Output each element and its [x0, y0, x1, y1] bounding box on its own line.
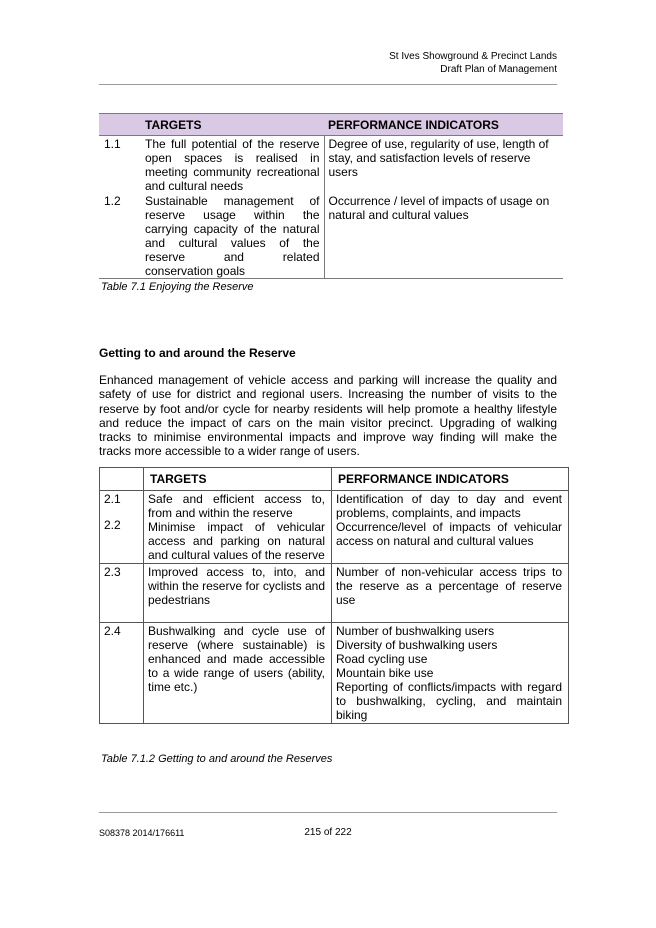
row-target: Minimise impact of vehicular access and parking on natural and cultural values of the reserve: [148, 520, 325, 562]
table-header-targets: TARGETS: [141, 114, 324, 136]
row-number-cell: [100, 491, 144, 564]
header-rule: [99, 84, 557, 85]
section-paragraph: Enhanced management of vehicle access and parking will increase the quality and safety of use for district and regional users. Increasing the number of visits to the reserve by foot and/or cycle for nearby residents will help promote a healthy lifestyle and reduce the impact of cars on the main visitor precinct. Upgrading of walking tracks to minimise environmental impacts and improve way finding will make the tracks more accessible to a wider range of users.: [99, 373, 557, 459]
row-indicator: Identification of day to day and event problems, complaints, and impacts: [336, 492, 562, 520]
table-header-indicators: PERFORMANCE INDICATORS: [332, 468, 569, 491]
row-indicator-list: [332, 623, 569, 724]
table-row: [100, 564, 569, 623]
row-number: 1.2: [99, 193, 141, 279]
header-title: St Ives Showground & Precinct Lands: [389, 51, 557, 62]
table-row: [100, 623, 569, 724]
row-target: Safe and efficient access to, from and within the reserve: [148, 492, 325, 520]
table-caption: Table 7.1.2 Getting to and around the Reserves: [101, 753, 333, 765]
indicator-item: Diversity of bushwalking users: [336, 638, 498, 652]
row-number: 2.3: [100, 564, 144, 623]
table-header-num: [100, 468, 144, 491]
section-heading: Getting to and around the Reserve: [99, 346, 296, 360]
table-header-targets: TARGETS: [144, 468, 332, 491]
row-target: Bushwalking and cycle use of reserve (where sustainable) is enhanced and made accessible to a wide range of users (ability, time etc.): [144, 623, 332, 724]
row-number: 2.1: [104, 492, 121, 506]
row-indicator: Occurrence / level of impacts of usage on natural and cultural values: [324, 193, 563, 279]
row-target: The full potential of the reserve open spaces is realised in meeting community recreational and cultural needs: [141, 136, 324, 194]
row-indicator-cell: [332, 491, 569, 564]
indicator-item: Number of bushwalking users: [336, 624, 495, 638]
row-number: 2.2: [104, 518, 121, 532]
header-subtitle: Draft Plan of Management: [440, 64, 557, 75]
indicator-item: Mountain bike use: [336, 666, 434, 680]
indicator-item: Road cycling use: [336, 652, 428, 666]
document-reference: S08378 2014/176611: [99, 828, 185, 838]
page-number: 215 of 222: [304, 827, 352, 838]
table-header-row: [99, 114, 563, 136]
row-target-cell: [144, 491, 332, 564]
row-indicator: Number of non-vehicular access trips to the reserve as a percentage of reserve use: [332, 564, 569, 623]
table-enjoying-reserve: [99, 113, 563, 279]
row-target: Improved access to, into, and within the reserve for cyclists and pedestrians: [144, 564, 332, 623]
table-header-row: [100, 468, 569, 491]
table-header-indicators: PERFORMANCE INDICATORS: [324, 114, 563, 136]
table-getting-around: [99, 467, 569, 724]
table-header-num: [99, 114, 141, 136]
row-indicator: Degree of use, regularity of use, length of stay, and satisfaction levels of reserve users: [328, 137, 549, 179]
indicator-item: Reporting of conflicts/impacts with regard to bushwalking, cycling, and maintain biking: [336, 680, 562, 722]
table-row: [99, 193, 563, 279]
table-row: [99, 136, 563, 194]
row-indicator: Occurrence/level of impacts of vehicular access on natural and cultural values: [336, 520, 562, 548]
row-number: 2.4: [100, 623, 144, 724]
row-number: 1.1: [104, 137, 121, 151]
table-caption: Table 7.1 Enjoying the Reserve: [101, 281, 254, 293]
footer-rule: [99, 812, 557, 813]
page-header: [389, 50, 557, 76]
table-row: [100, 491, 569, 564]
row-target: Sustainable management of reserve usage within the carrying capacity of the natural and cultural values of the reserve and related conservation goals: [141, 193, 324, 279]
